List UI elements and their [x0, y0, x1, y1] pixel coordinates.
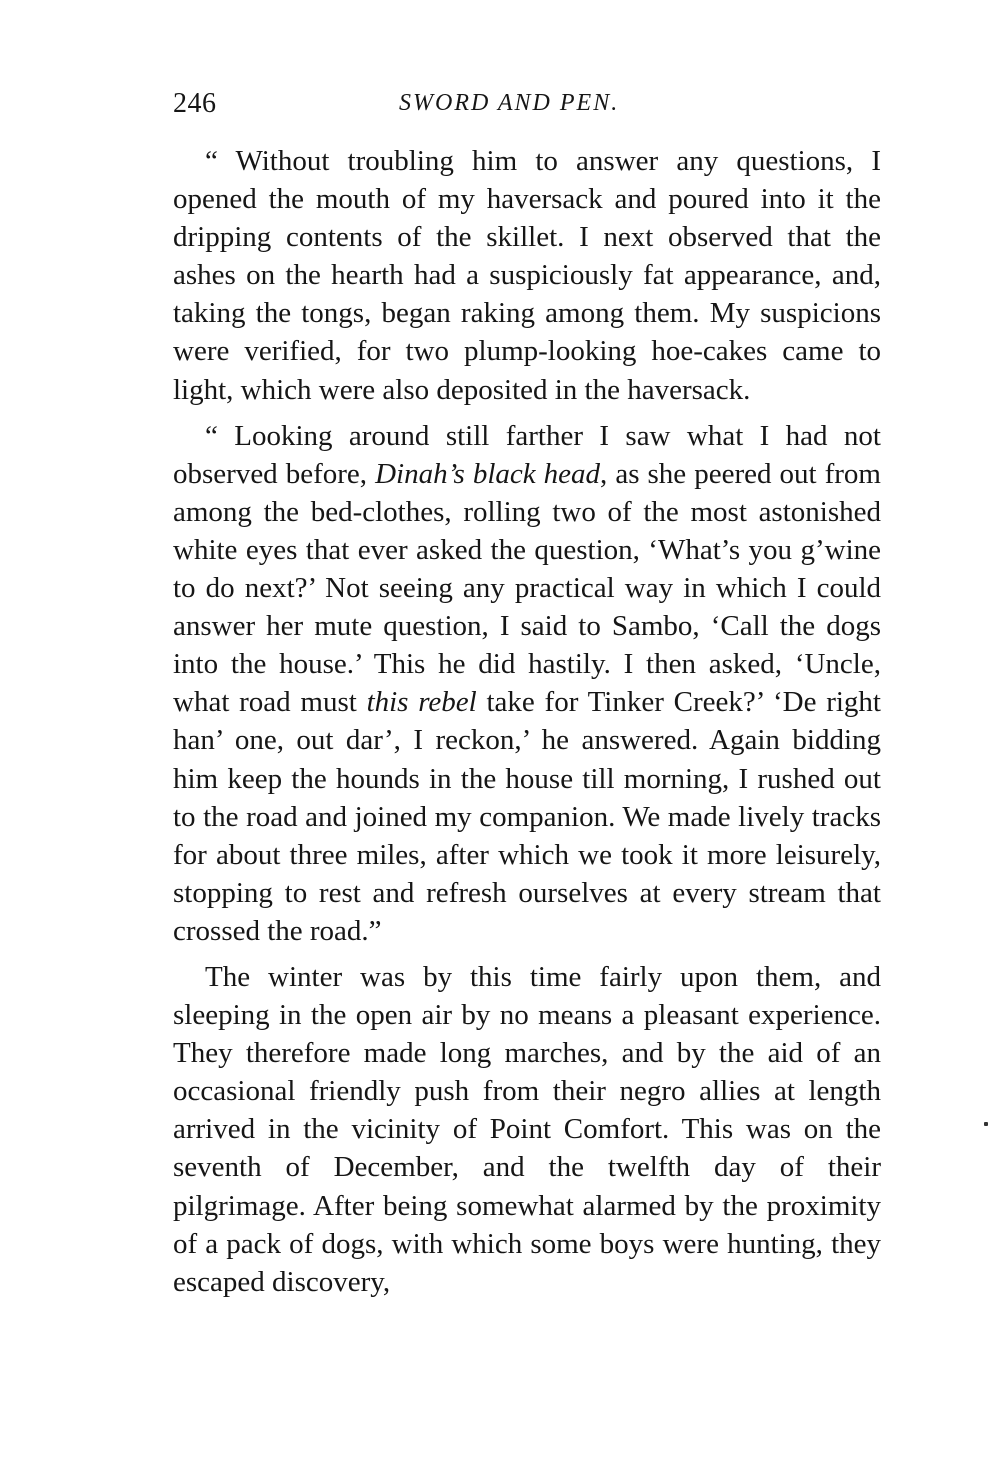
page-number: 246: [173, 88, 217, 119]
text-run: The winter was by this time fairly upon them, and sleeping in the open air by no means a pleasant experience. They therefore made long marches, and by the aid of an occasional friendly push from their negro allies at length arrived in the vicinity of Point Comfort. This was on the seventh of December, and the twelfth day of their pilgrimage. After being somewhat alarmed by the proximity of a pack of dogs, with which some boys were hunting, they escaped discovery,: [173, 960, 881, 1298]
margin-speck: [984, 1122, 988, 1126]
paragraph-haversack: [173, 142, 881, 409]
page-header: [173, 88, 883, 128]
text-run: “ Looking around still farther I saw what I had not observed before,: [173, 419, 881, 490]
running-title: SWORD AND PEN.: [399, 90, 620, 116]
text-run: “ Without troubling him to answer any questions, I opened the mouth of my haversack and poured into it the dripping contents of the skillet. I next observed that the ashes on the hearth had a suspiciously fat appearance, and, taking the tongs, began raking among them. My suspicions were verified, for two plump-looking hoe-cakes came to light, which were also deposited in the haversack.: [173, 145, 881, 406]
text-run: , as she peered out from among the bed-clothes, rolling two of the most astonished white eyes that ever asked the question, ‘What’s you g’wine to do next?’ Not seeing any practical way in which I could answer her mute question, I said to Sambo, ‘Call the dogs into the house.’ This he did hastily. I then asked, ‘Uncle, what road must: [173, 457, 881, 719]
body-text: [173, 142, 881, 1301]
italic-phrase: Dinah’s black head: [375, 457, 601, 490]
paragraph-winter: [173, 958, 881, 1301]
italic-phrase: this rebel: [366, 686, 477, 719]
paragraph-dinah: [173, 417, 881, 950]
text-run: take for Tinker Creek?’ ‘De right han’ one, out dar’, I reckon,’ he answered. Again bidding him keep the hounds in the house till morning, I rushed out to the road and joined my companion. We made lively tracks for about three miles, after which we took it more leisurely, stopping to rest and refresh ourselves at every stream that crossed the road.”: [173, 686, 881, 947]
